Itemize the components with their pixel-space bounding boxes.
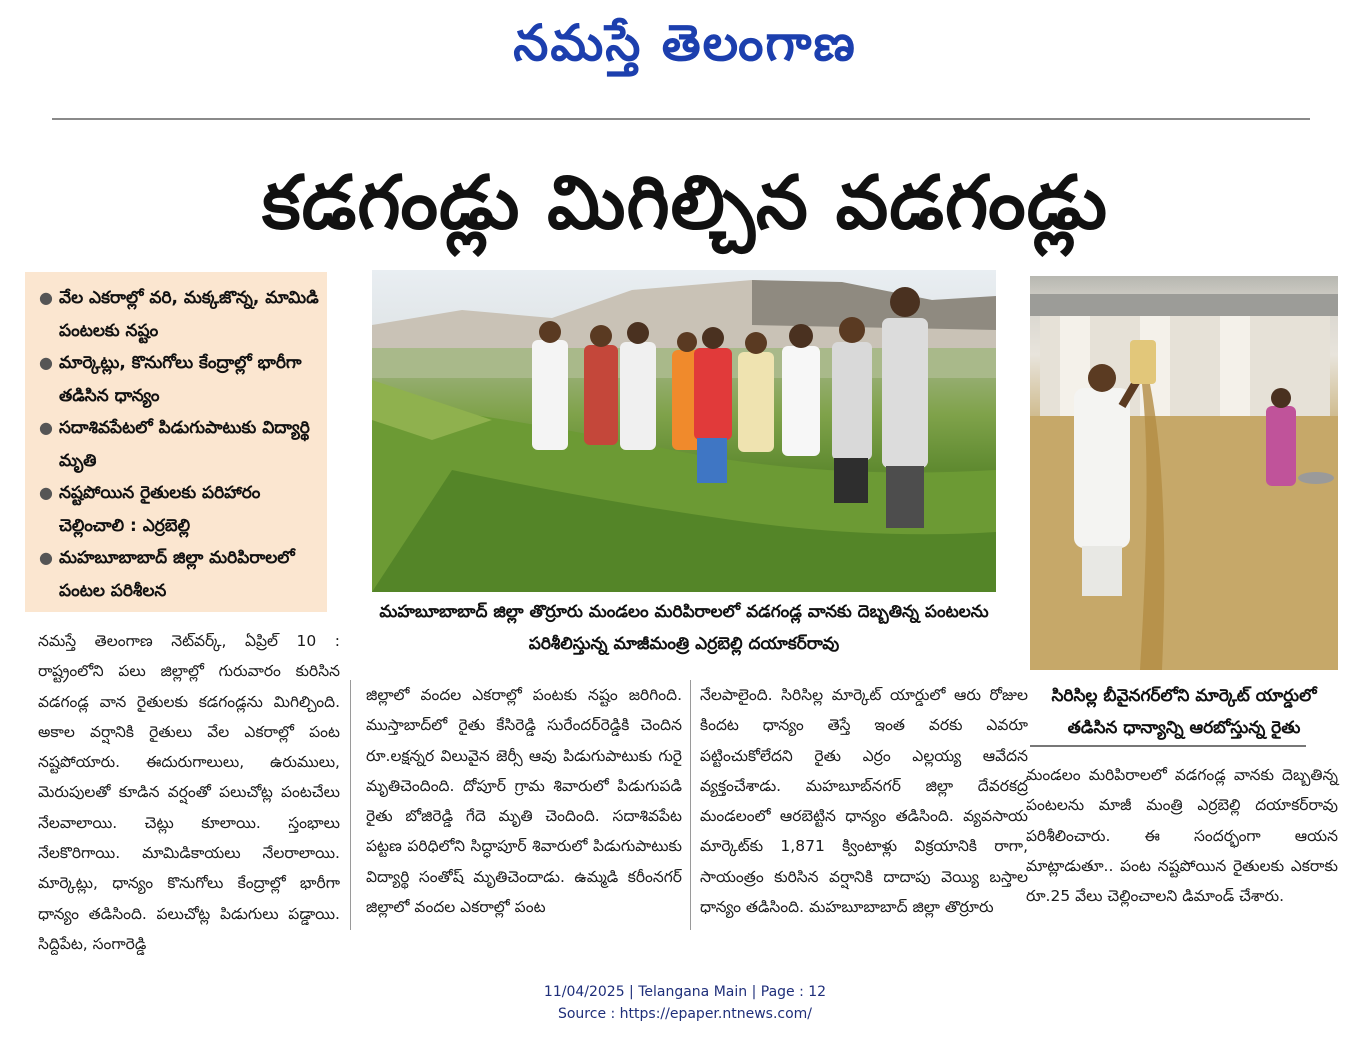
masthead-logo: నమస్తే తెలంగాణ <box>513 14 857 72</box>
highlights-box <box>25 272 327 612</box>
main-photo-caption: మహబూబాబాద్ జిల్లా తొర్రూరు మండలం మరిపిరాలలో వడగండ్ల వానకు దెబ్బతిన్న పంటలను పరిశీలిస్తున్న మాజీమంత్రి ఎర్రబెల్లి దయాకర్‌రావు <box>379 602 989 654</box>
highlight-item: ● సదాశివపేటలో పిడుగుపాటుకు విద్యార్థి మృతి <box>35 412 319 477</box>
bullet-icon: ● <box>39 353 53 372</box>
column-divider <box>690 680 691 930</box>
highlight-item: ● వేల ఎకరాల్లో వరి, మక్కజొన్న, మామిడి పంటలకు నష్టం <box>35 282 319 347</box>
page-footer-date: 11/04/2025 | Telangana Main | Page : 12 <box>543 984 827 1000</box>
highlight-item: ● మహబూబాబాద్ జిల్లా మరిపిరాలలో పంటల పరిశీలన <box>35 542 319 607</box>
article-column-3: నేలపాలైంది. సిరిసిల్ల మార్కెట్ యార్డులో ఆరు రోజుల కిందట ధాన్యం తెస్తే ఇంత వరకు ఎవరూ పట్టించుకోలేదని రైతు ఎర్రం ఎల్లయ్య ఆవేదన వ్యక్తంచేశాడు. మహబూబ్‌నగర్ జిల్లా దేవరకద్ర మండలంలో ఆరబెట్టిన ధాన్యం తడిసింది. వ్యవసాయ మార్కెట్‌కు 1,871 క్వింటాళ్లు విక్రయానికి రాగా, సాయంత్రం కురిసిన వర్షానికి దాదాపు వెయ్యి బస్తాల ధాన్యం తడిసింది. మహబూబాబాద్ జిల్లా తొర్రూరు <box>700 686 1028 917</box>
article-column-1: నమస్తే తెలంగాణ నెట్‌వర్క్, ఏప్రిల్ 10 : రాష్ట్రంలోని పలు జిల్లాల్లో గురువారం కురిసిన వడగండ్ల వాన రైతులకు కడగండ్లను మిగిల్చింది. అకాల వర్షానికి రైతులు వేల ఎకరాల్లో పంట నష్టపోయారు. ఈదురుగాలులు, ఉరుములు, మెరుపులతో కూడిన వర్షంతో పలుచోట్ల పంటచేలు నేలవాలాయి. చెట్లు కూలాయి. స్తంభాలు నేలకొరిగాయి. మామిడికాయలు నేలరాలాయి. మార్కెట్లు, ధాన్యం కొనుగోలు కేంద్రాల్లో భారీగా ధాన్యం తడిసింది. పలుచోట్ల పిడుగులు పడ్డాయి. సిద్దిపేట, సంగారెడ్డి <box>38 632 340 953</box>
bullet-icon: ● <box>39 288 53 307</box>
column-divider <box>350 680 351 930</box>
caption-divider <box>1030 745 1306 747</box>
article-column-4: మండలం మరిపిరాలలో వడగండ్ల వానకు దెబ్బతిన్న పంటలను మాజీ మంత్రి ఎర్రబెల్లి దయాకర్‌రావు పరిశీలించారు. ఈ సందర్భంగా ఆయన మాట్లాడుతూ.. పంట నష్టపోయిన రైతులకు ఎకరాకు రూ.25 వేలు చెల్లించాలని డిమాండ్ చేశారు. <box>1026 766 1338 906</box>
article-column-2: జిల్లాలో వందల ఎకరాల్లో పంటకు నష్టం జరిగింది. ముస్తాబాద్‌లో రైతు కేసిరెడ్డి సురేందర్‌రెడ్డికి చెందిన రూ.లక్షన్నర విలువైన జెర్సీ ఆవు పిడుగుపాటుకు గురై మృతిచెందింది. దోపూర్ గ్రామ శివారులో పిడుగుపడి రైతు బోజిరెడ్డి గేదె మృతి చెందింది. సదాశివపేట పట్టణ పరిధిలోని సిద్ధాపూర్ శివారులో పిడుగుపాటుకు విద్యార్థి సంతోష్ మృతిచెందాడు. ఉమ్మడి కరీంనగర్ జిల్లాలో వందల ఎకరాల్లో పంట <box>366 686 682 917</box>
bullet-icon: ● <box>39 548 53 567</box>
crop-inspection-photo <box>372 270 996 592</box>
page-footer-source: Source : https://epaper.ntnews.com/ <box>557 1006 813 1022</box>
highlight-item: ● నష్టపోయిన రైతులకు పరిహారం చెల్లించాలి : ఎర్రబెల్లి <box>35 477 319 542</box>
bullet-icon: ● <box>39 418 53 437</box>
masthead-divider <box>52 118 1310 120</box>
highlight-item: ● మార్కెట్లు, కొనుగోలు కేంద్రాల్లో భారీగా తడిసిన ధాన్యం <box>35 347 319 412</box>
bullet-icon: ● <box>39 483 53 502</box>
page-headline: కడగండ్లు మిగిల్చిన వడగండ్లు <box>261 160 1108 246</box>
side-photo-caption: సిరిసిల్ల బీవైనగర్‌లోని మార్కెట్ యార్డులో తడిసిన ధాన్యాన్ని ఆరబోస్తున్న రైతు <box>1051 686 1317 738</box>
grain-drying-photo <box>1030 276 1338 670</box>
